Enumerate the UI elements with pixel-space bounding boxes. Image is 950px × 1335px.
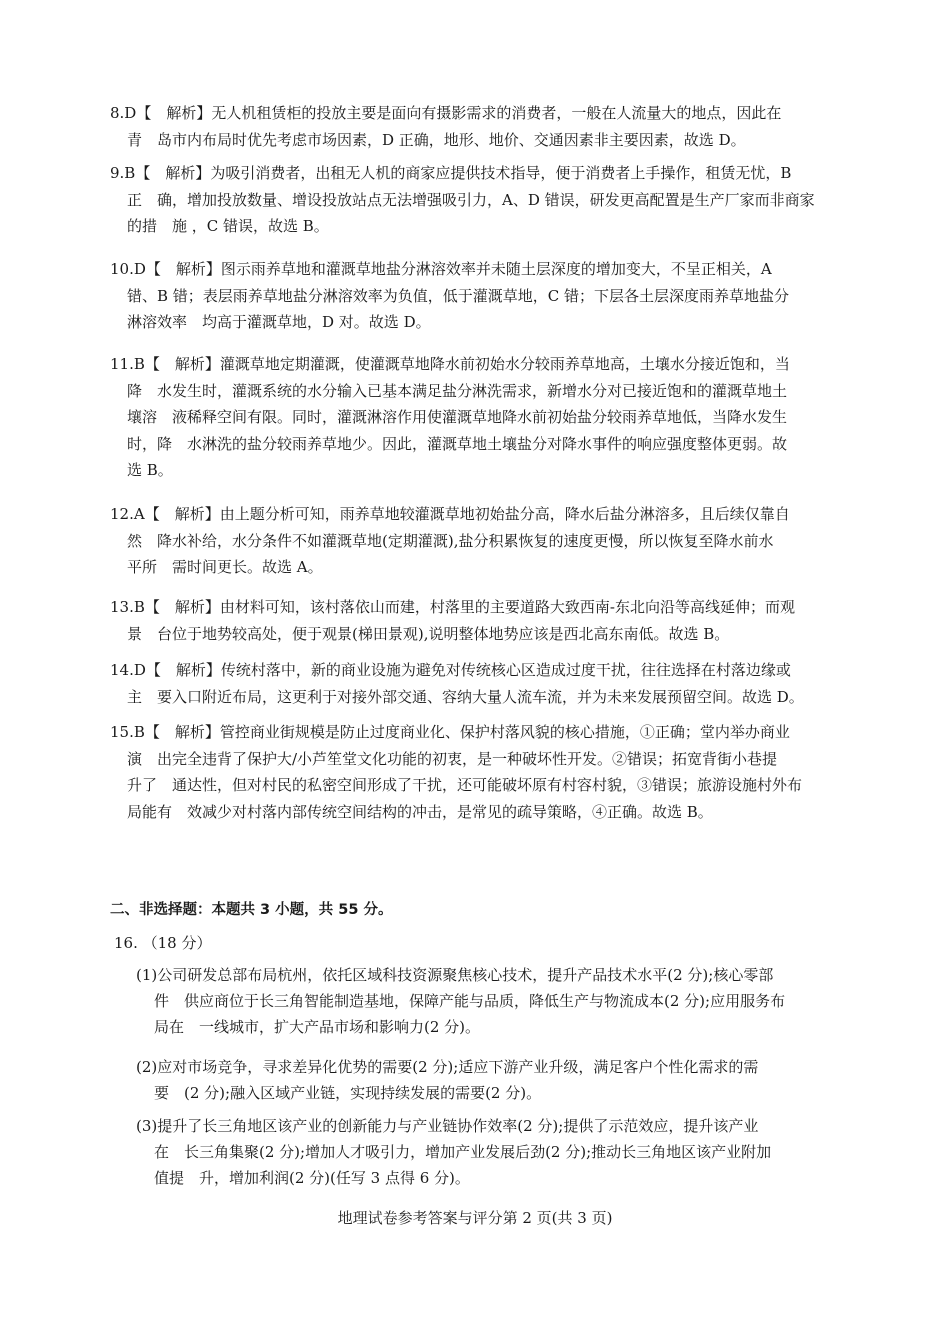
answer-line: 错、B 错；表层雨养草地盐分淋溶效率为负值，低于灌溉草地，C 错；下层各土层深度雨养草地盐分 <box>127 286 790 305</box>
answer-line: 8.D【 解析】无人机租赁柜的投放主要是面向有摄影需求的消费者，一般在人流量大的地点，因此在 <box>110 104 782 122</box>
answer-line: 14.D【 解析】传统村落中，新的商业设施为避免对传统核心区造成过度干扰，往往选择在村落边缘或 <box>110 661 791 679</box>
answer-line: 局能有 效减少对村落内部传统空间结构的冲击，是常见的疏导策略，④正确。故选 B。 <box>127 802 713 821</box>
answer-line: 要 (2 分);融入区域产业链，实现持续发展的需要(2 分)。 <box>154 1084 542 1102</box>
q16-part-1 <box>136 962 846 1040</box>
answer-13 <box>110 594 840 647</box>
answer-line: 时，降 水淋洗的盐分较雨养草地少。因此，灌溉草地土壤盐分对降水事件的响应强度整体更弱。故 <box>127 434 788 453</box>
answer-line: 降 水发生时，灌溉系统的水分输入已基本满足盐分淋洗需求，新增水分对已接近饱和的灌溉草地土 <box>127 381 788 400</box>
answer-10 <box>110 256 840 336</box>
question-16-label: 16. （18 分） <box>114 934 212 952</box>
answer-8 <box>110 100 840 153</box>
answer-15 <box>110 719 840 825</box>
answer-line: 壤溶 液稀释空间有限。同时，灌溉淋溶作用使灌溉草地降水前初始盐分较雨养草地低，当降水发生 <box>127 408 788 426</box>
answer-line: (3)提升了长三角地区该产业的创新能力与产业链协作效率(2 分);提供了示范效应，提升该产业 <box>136 1117 759 1135</box>
answer-line: 升了 通达性，但对村民的私密空间形成了干扰，还可能破坏原有村容村貌，③错误；旅游设施村外布 <box>127 776 803 794</box>
answer-line: 件 供应商位于长三角智能制造基地，保障产能与品质，降低生产与物流成本(2 分);应用服务布 <box>154 992 786 1010</box>
answer-9 <box>110 160 840 240</box>
answer-line: 正 确，增加投放数量、增设投放站点无法增强吸引力，A、D 错误，研发更高配置是生产厂家而非商家 <box>127 190 815 209</box>
answer-line: 然 降水补给，水分条件不如灌溉草地(定期灌溉),盐分积累恢复的速度更慢，所以恢复至降水前水 <box>127 531 774 550</box>
q16-part-3 <box>136 1113 846 1191</box>
answer-line: 11.B【 解析】灌溉草地定期灌溉，使灌溉草地降水前初始水分较雨养草地高，土壤水分接近饱和，当 <box>110 355 790 373</box>
answer-line: (2)应对市场竞争，寻求差异化优势的需要(2 分);适应下游产业升级，满足客户个性化需求的需 <box>136 1058 759 1076</box>
answer-line: 10.D【 解析】图示雨养草地和灌溉草地盐分淋溶效率并未随土层深度的增加变大，不呈正相关，A <box>110 260 772 278</box>
answer-line: 13.B【 解析】由材料可知，该村落依山而建，村落里的主要道路大致西南-东北向沿等高线延伸；而观 <box>110 598 795 616</box>
answer-11 <box>110 351 840 484</box>
answer-14 <box>110 657 840 710</box>
page-footer: 地理试卷参考答案与评分第 2 页(共 3 页) <box>337 1209 613 1227</box>
answer-line: 值提 升，增加利润(2 分)(任写 3 点得 6 分)。 <box>154 1169 470 1187</box>
answer-line: 淋溶效率 均高于灌溉草地，D 对。故选 D。 <box>127 313 431 331</box>
answer-line: 9.B【 解析】为吸引消费者，出租无人机的商家应提供技术指导，便于消费者上手操作，租赁无忧，B <box>110 164 792 182</box>
answer-line: 主 要入口附近布局，这更利于对接外部交通、容纳大量人流车流，并为未来发展预留空间。故选 D。 <box>127 687 804 706</box>
answer-line: (1)公司研发总部布局杭州，依托区域科技资源聚焦核心技术，提升产品技术水平(2 分);核心零部 <box>136 966 774 984</box>
answer-line: 选 B。 <box>127 461 173 479</box>
answer-line: 平所 需时间更长。故选 A。 <box>127 558 323 576</box>
answer-line: 的措 施 ，C 错误，故选 B。 <box>127 217 329 235</box>
answer-line: 15.B【 解析】管控商业街规模是防止过度商业化、保护村落风貌的核心措施，①正确；堂内举办商业 <box>110 723 790 741</box>
answer-line: 局在 一线城市，扩大产品市场和影响力(2 分)。 <box>154 1018 481 1036</box>
answer-line: 演 出完全违背了保护大/小芦笙堂文化功能的初衷，是一种破坏性开发。②错误；拓宽背街小巷提 <box>127 749 778 768</box>
answer-line: 青 岛市内布局时优先考虑市场因素，D 正确，地形、地价、交通因素非主要因素，故选 D。 <box>127 130 746 149</box>
answer-line: 景 台位于地势较高处，便于观景(梯田景观),说明整体地势应该是西北高东南低。故选 B。 <box>127 624 730 643</box>
answer-line: 12.A【 解析】由上题分析可知，雨养草地较灌溉草地初始盐分高，降水后盐分淋溶多，且后续仅靠自 <box>110 505 790 523</box>
section-title: 二、非选择题：本题共 3 小题，共 55 分。 <box>110 902 393 918</box>
answer-12 <box>110 501 840 581</box>
q16-part-2 <box>136 1054 846 1106</box>
answer-line: 在 长三角集聚(2 分);增加人才吸引力，增加产业发展后劲(2 分);推动长三角地区该产业附加 <box>154 1143 772 1161</box>
